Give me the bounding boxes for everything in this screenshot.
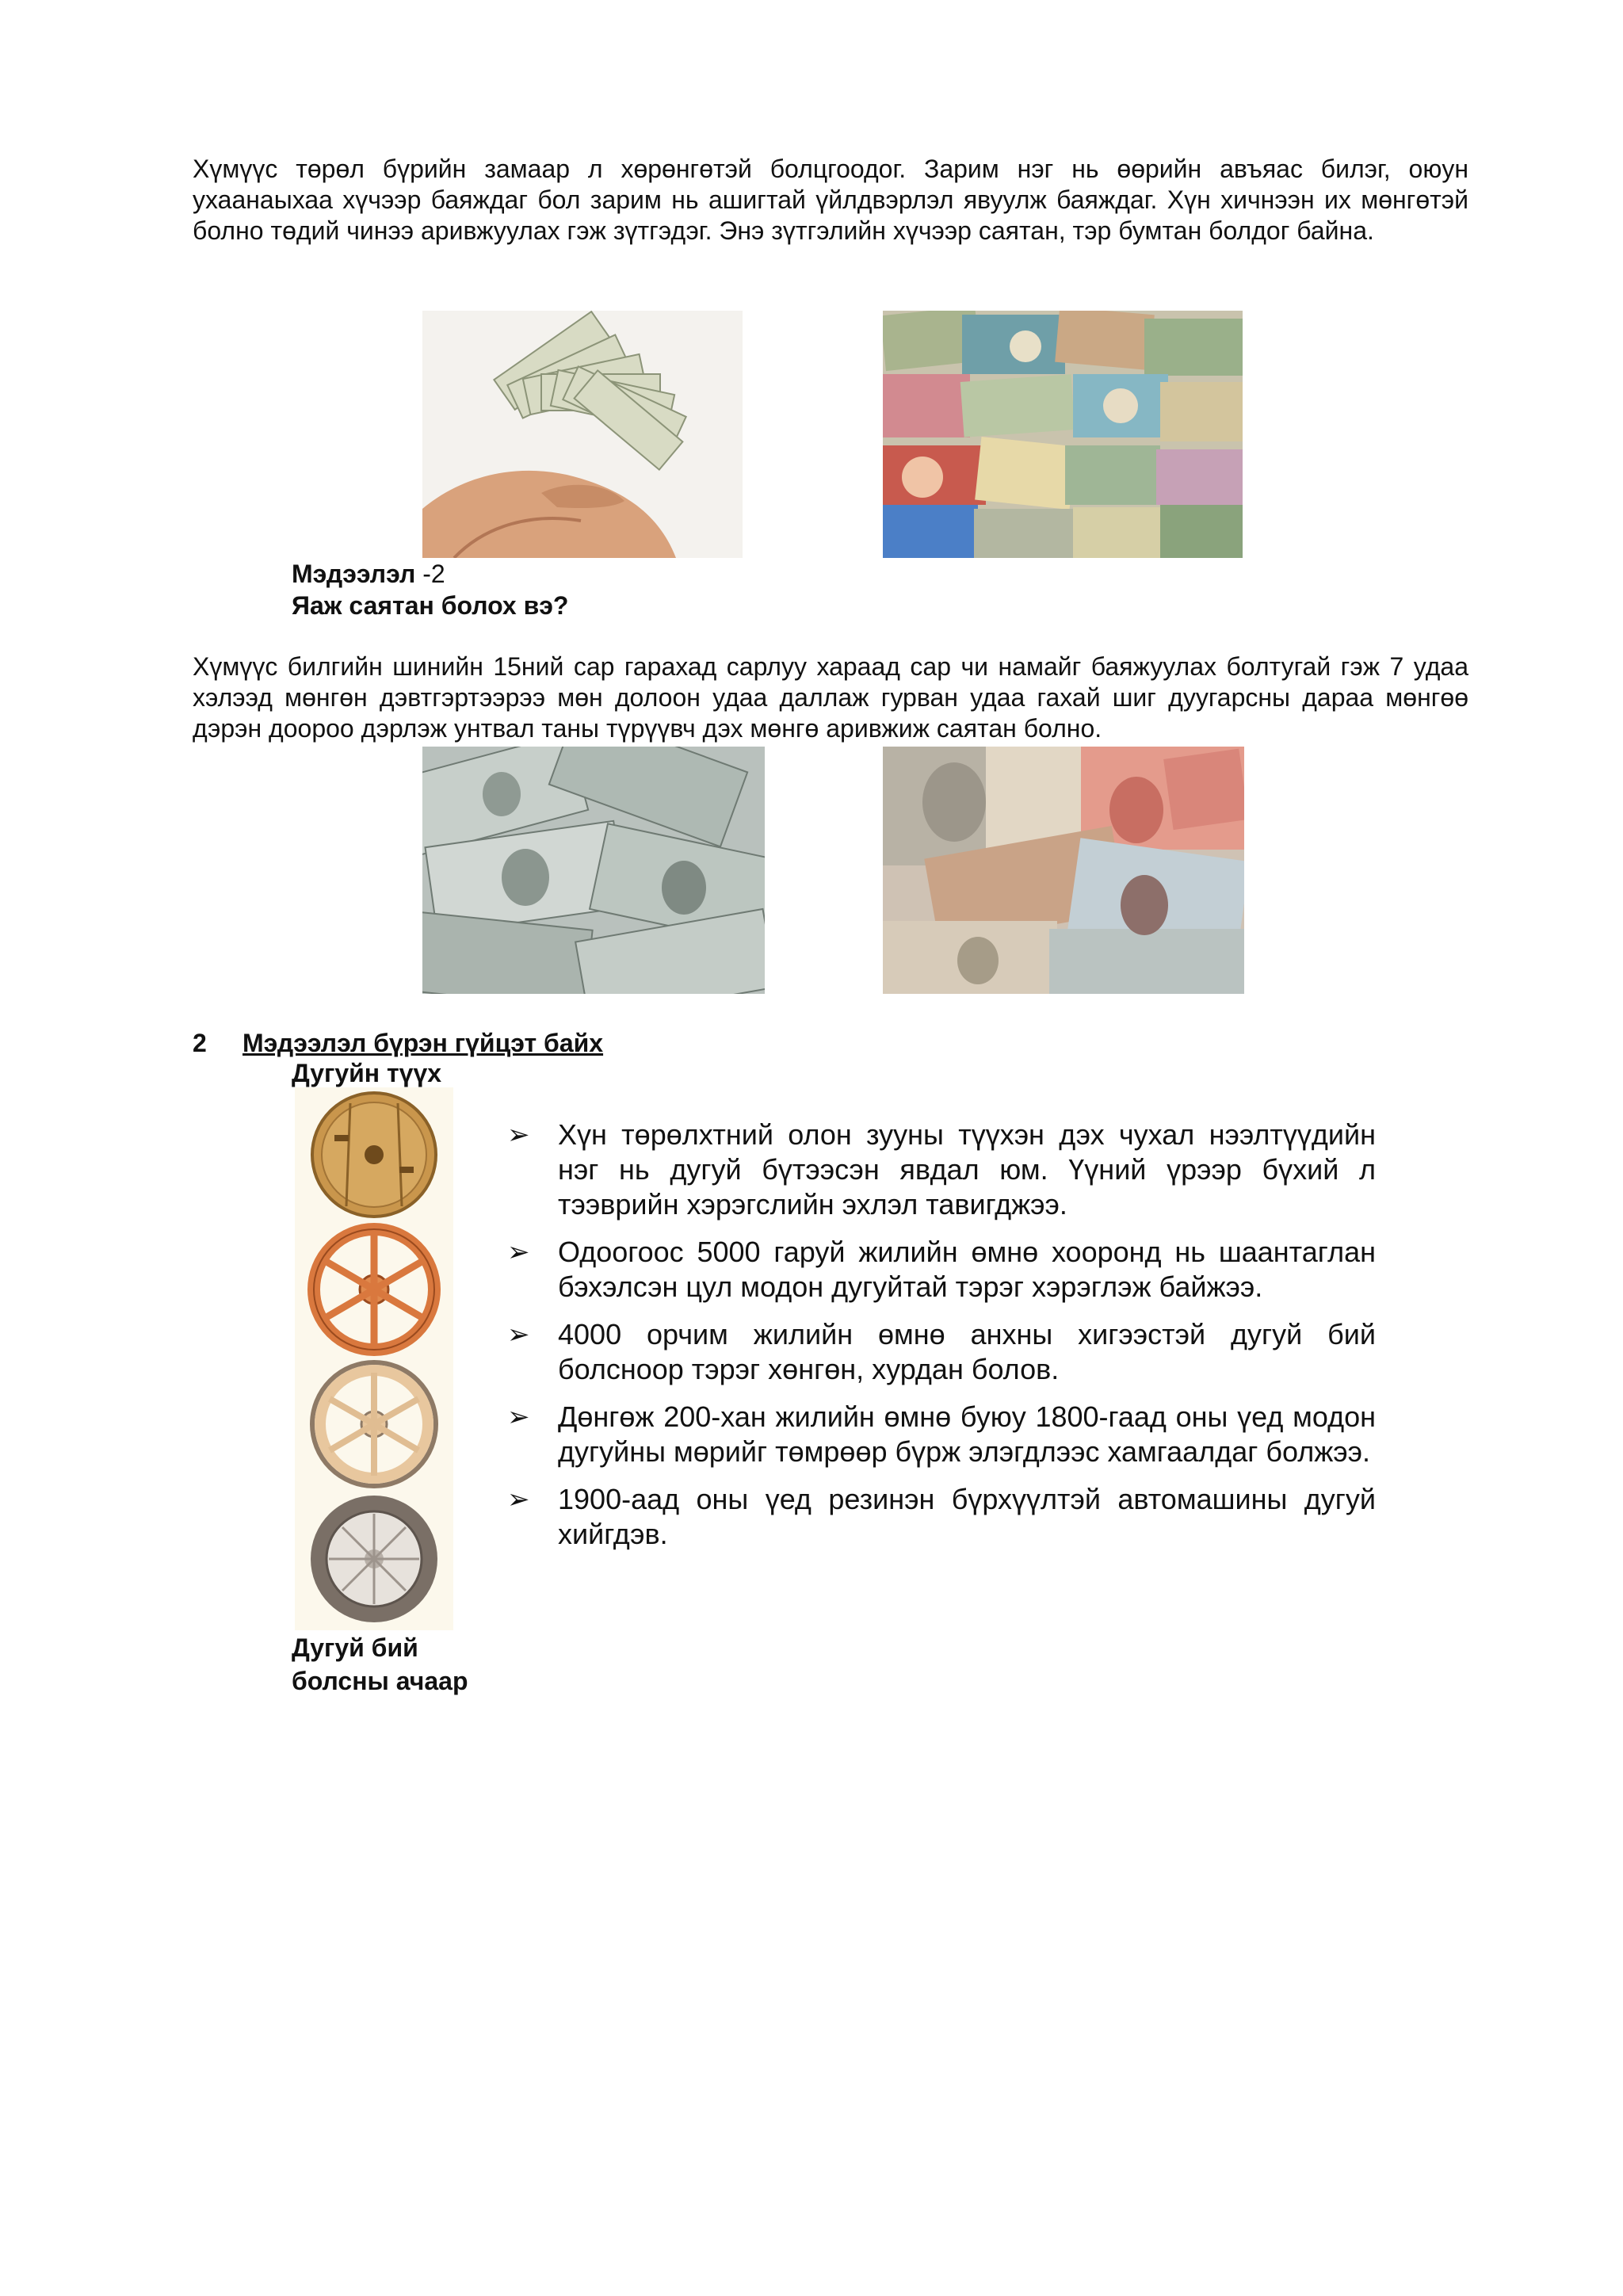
world-banknotes-photo	[883, 311, 1243, 558]
canadian-banknotes-photo	[883, 747, 1244, 994]
info-label	[292, 558, 445, 590]
arrow-bullet-icon: ➢	[507, 1484, 530, 1515]
iron-rim-wheel-icon	[312, 1362, 436, 1486]
wheel-caption: Дугуй бий болсны ачаар	[292, 1633, 468, 1695]
arrow-bullet-icon: ➢	[507, 1237, 530, 1267]
list-item-text: 4000 орчим жилийн өмнө анхны хигээстэй дугуй бий болсноор тэрэг хөнгөн, хурдан болов.	[558, 1318, 1376, 1385]
canadian-banknotes-icon	[883, 747, 1244, 994]
list-item-text: 1900-аад оны үед резинэн бүрхүүлтэй автомашины дугуй хийгдэв.	[558, 1483, 1376, 1550]
section-number: 2	[193, 1029, 207, 1057]
wheel-history-list	[507, 1117, 1376, 1564]
arrow-bullet-icon: ➢	[507, 1320, 530, 1350]
dollar-bills-photo	[422, 747, 765, 994]
ritual-paragraph: Хүмүүс билгийн шинийн 15ний сар гарахад сарлуу хараад сар чи намайг баяжуулах болтугай гэж 7 удаа хэлээд мөнгөн дэвтгэртээрээ мөн долоон удаа даллаж гурван удаа гахай шиг дуугарсны дараа мөнгөө дэрэн доороо дэрлэж унтвал таны түрүүвч дэх мөнгө аривжиж саятан болно.	[193, 652, 1468, 743]
intro-paragraph: Хүмүүс төрөл бүрийн замаар л хөрөнгөтэй болцгоодог. Зарим нэг нь өөрийн авъяас билэг, оюун ухаанаыхаа хүчээр баяждаг бол зарим нь ашигтай үйлдвэрлэл явуулж баяждаг. Хүн хичнээн их мөнгөтэй болно төдий чинээ аривжуулах гэж зүтгэдэг. Энэ зүтгэлийн хүчээр саятан, тэр бумтан болдог байна.	[193, 155, 1468, 245]
arrow-bullet-icon: ➢	[507, 1402, 530, 1432]
banknote-fan-icon	[422, 311, 743, 558]
wheel-evolution-illustration	[295, 1087, 453, 1630]
info-label-number: -2	[415, 560, 445, 588]
info-title: Яаж саятан болох вэ?	[292, 591, 569, 620]
arrow-bullet-icon: ➢	[507, 1120, 530, 1150]
banknote-fan-photo	[422, 311, 743, 558]
wheel-history-title: Дугуйн түүх	[292, 1059, 442, 1087]
list-item	[507, 1400, 1376, 1469]
list-item	[507, 1117, 1376, 1222]
wheel-evolution-icon	[295, 1087, 453, 1630]
list-item-text: Одоогоос 5000 гаруй жилийн өмнө хооронд нь шаантаглан бэхэлсэн цул модон дугуйтай тэрэг хэрэглэж байжээ.	[558, 1236, 1376, 1303]
list-item-text: Хүн төрөлхтний олон зууны түүхэн дэх чухал нээлтүүдийн нэг нь дугуй бүтээсэн явдал юм. Үүний үрээр бүхий л тээврийн хэрэгслийн эхлэл тавигджээ.	[558, 1118, 1376, 1221]
list-item	[507, 1317, 1376, 1387]
spoked-wheel-icon	[314, 1229, 434, 1350]
world-banknotes-icon	[883, 311, 1243, 558]
section-title: Мэдээлэл бүрэн гүйцэт байх	[242, 1029, 604, 1057]
dollar-bills-icon	[422, 747, 765, 994]
rubber-tire-wheel-icon	[311, 1496, 437, 1622]
info-label-word: Мэдээлэл	[292, 560, 416, 588]
list-item	[507, 1235, 1376, 1305]
list-item-text: Дөнгөж 200-хан жилийн өмнө буюу 1800-гаад оны үед модон дугуйны мөрийг төмрөөр бүрж элэгдлээс хамгаалдаг болжээ.	[558, 1400, 1376, 1468]
solid-wooden-wheel-icon	[312, 1093, 436, 1217]
list-item	[507, 1482, 1376, 1552]
